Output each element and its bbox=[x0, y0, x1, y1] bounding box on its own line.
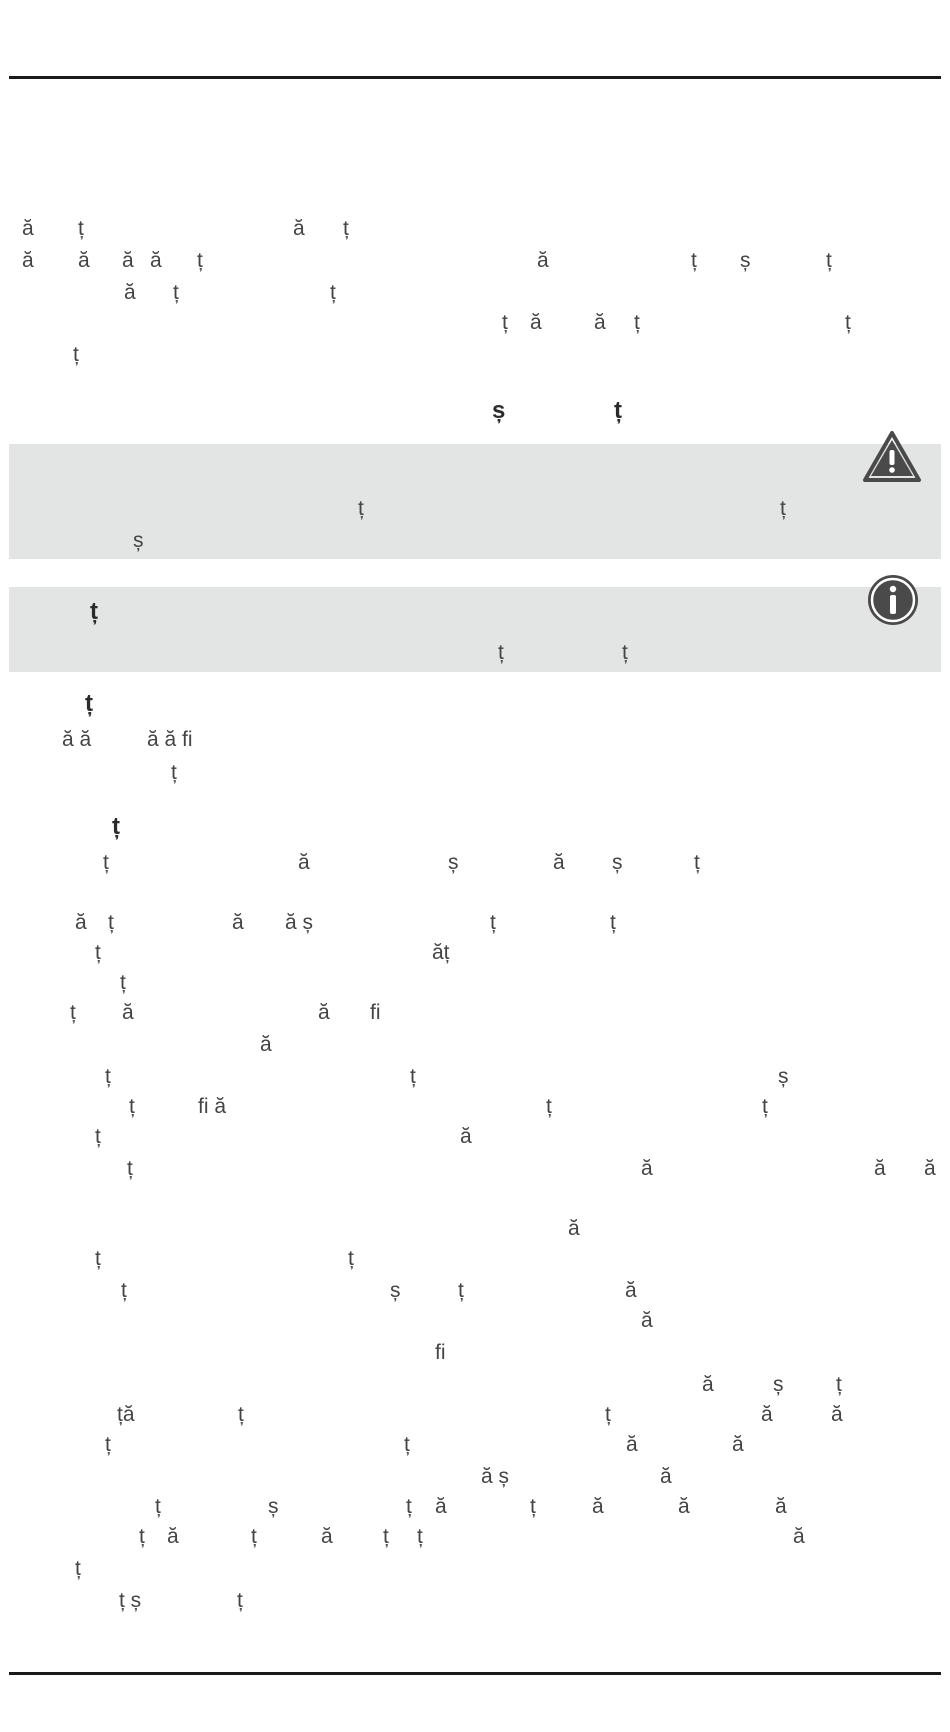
glyph: ț bbox=[155, 1495, 161, 1518]
glyph: ș bbox=[268, 1495, 279, 1518]
glyph: ă ș bbox=[285, 911, 314, 934]
heading-glyph: ț bbox=[614, 397, 622, 424]
glyph: ă bbox=[150, 249, 162, 272]
glyph: ș bbox=[740, 249, 751, 272]
glyph: ț bbox=[95, 1125, 101, 1148]
glyph: ă bbox=[122, 1001, 134, 1024]
glyph: ț bbox=[546, 1095, 552, 1118]
glyph: ț bbox=[826, 249, 832, 272]
glyph: ț bbox=[348, 1247, 354, 1270]
glyph: ă bbox=[660, 1465, 672, 1488]
glyph: fi bbox=[435, 1341, 446, 1364]
glyph: ț bbox=[73, 343, 79, 366]
glyph: ă bbox=[793, 1525, 805, 1548]
glyph: ț bbox=[343, 217, 349, 240]
glyph: ă bbox=[553, 851, 565, 874]
heading-glyph: ț bbox=[85, 690, 93, 717]
glyph: ț bbox=[139, 1525, 145, 1548]
glyph: ț bbox=[103, 851, 109, 874]
glyph: ț bbox=[406, 1495, 412, 1518]
glyph: ă bbox=[594, 311, 606, 334]
glyph: ă bbox=[124, 281, 136, 304]
glyph: ț bbox=[70, 1001, 76, 1024]
glyph: ă bbox=[626, 1433, 638, 1456]
glyph: ț bbox=[836, 1373, 842, 1396]
glyph: ă bbox=[78, 249, 90, 272]
glyph: ț bbox=[330, 281, 336, 304]
glyph: ț bbox=[498, 641, 504, 664]
glyph: ț bbox=[78, 217, 84, 240]
glyph: ț bbox=[121, 1279, 127, 1302]
glyph: ă bbox=[232, 911, 244, 934]
glyph: ț bbox=[622, 641, 628, 664]
glyph: ă bbox=[924, 1157, 936, 1180]
glyph: ț bbox=[404, 1433, 410, 1456]
glyph: ț bbox=[417, 1525, 423, 1548]
glyph: ț bbox=[95, 1247, 101, 1270]
glyph: ăț bbox=[432, 941, 450, 964]
glyph: ă bbox=[298, 851, 310, 874]
glyph: ț bbox=[173, 281, 179, 304]
glyph: ț bbox=[490, 911, 496, 934]
glyph: fi bbox=[370, 1001, 381, 1024]
glyph: ă ă bbox=[62, 728, 92, 751]
glyph: ă bbox=[293, 217, 305, 240]
glyph: ț bbox=[251, 1525, 257, 1548]
heading-glyph: ș bbox=[492, 397, 506, 424]
glyph: ț bbox=[610, 911, 616, 934]
warning-box bbox=[9, 444, 941, 559]
glyph: ț bbox=[383, 1525, 389, 1548]
info-icon bbox=[866, 573, 920, 627]
glyph: ș bbox=[612, 851, 623, 874]
glyph: ă bbox=[321, 1525, 333, 1548]
glyph: ț bbox=[694, 851, 700, 874]
glyph: ț bbox=[458, 1279, 464, 1302]
glyph: ă bbox=[22, 249, 34, 272]
glyph: ț bbox=[120, 971, 126, 994]
glyph: ă bbox=[530, 311, 542, 334]
glyph: ă bbox=[122, 249, 134, 272]
glyph: ț bbox=[129, 1095, 135, 1118]
glyph: ță bbox=[117, 1403, 135, 1426]
heading-glyph: ț bbox=[90, 598, 98, 625]
glyph: ă bbox=[22, 217, 34, 240]
glyph: ă bbox=[874, 1157, 886, 1180]
glyph: ă ă fi bbox=[147, 728, 193, 751]
glyph: ă bbox=[702, 1373, 714, 1396]
glyph: ț bbox=[691, 249, 697, 272]
glyph: ț bbox=[95, 941, 101, 964]
glyph: ț bbox=[75, 1557, 81, 1580]
glyph: ț bbox=[530, 1495, 536, 1518]
glyph: ț bbox=[238, 1403, 244, 1426]
glyph: ă bbox=[435, 1495, 447, 1518]
glyph: ă bbox=[537, 249, 549, 272]
glyph: ț ș bbox=[119, 1589, 142, 1612]
glyph: ț bbox=[105, 1065, 111, 1088]
glyph: ș bbox=[773, 1373, 784, 1396]
glyph: ț bbox=[845, 311, 851, 334]
glyph: ș bbox=[448, 851, 459, 874]
glyph: ă bbox=[568, 1217, 580, 1240]
glyph: ă bbox=[260, 1033, 272, 1056]
glyph: ă bbox=[678, 1495, 690, 1518]
glyph: ă ș bbox=[481, 1465, 510, 1488]
glyph: ș bbox=[778, 1065, 789, 1088]
top-rule bbox=[9, 76, 941, 79]
glyph: ă bbox=[761, 1403, 773, 1426]
glyph: ț bbox=[605, 1403, 611, 1426]
info-box bbox=[9, 587, 941, 672]
glyph: ă bbox=[167, 1525, 179, 1548]
glyph: ș bbox=[133, 529, 144, 552]
glyph: ț bbox=[105, 1433, 111, 1456]
glyph: ș bbox=[390, 1279, 401, 1302]
glyph: ă bbox=[732, 1433, 744, 1456]
glyph: ă bbox=[592, 1495, 604, 1518]
glyph: ă bbox=[641, 1157, 653, 1180]
warning-icon bbox=[862, 430, 922, 484]
glyph: ț bbox=[197, 249, 203, 272]
glyph: ă bbox=[460, 1125, 472, 1148]
glyph: ț bbox=[410, 1065, 416, 1088]
glyph: ț bbox=[780, 497, 786, 520]
heading-glyph: ț bbox=[112, 813, 120, 840]
bottom-rule bbox=[9, 1672, 941, 1675]
glyph: fi ă bbox=[198, 1095, 227, 1118]
glyph: ț bbox=[171, 761, 177, 784]
glyph: ă bbox=[775, 1495, 787, 1518]
glyph: ă bbox=[831, 1403, 843, 1426]
glyph: ă bbox=[75, 911, 87, 934]
glyph: ț bbox=[634, 311, 640, 334]
glyph: ă bbox=[625, 1279, 637, 1302]
glyph: ț bbox=[108, 911, 114, 934]
glyph: ț bbox=[502, 311, 508, 334]
glyph: ț bbox=[237, 1589, 243, 1612]
glyph: ă bbox=[641, 1309, 653, 1332]
glyph: ț bbox=[762, 1095, 768, 1118]
glyph: ț bbox=[127, 1157, 133, 1180]
glyph: ț bbox=[358, 497, 364, 520]
glyph: ă bbox=[318, 1001, 330, 1024]
